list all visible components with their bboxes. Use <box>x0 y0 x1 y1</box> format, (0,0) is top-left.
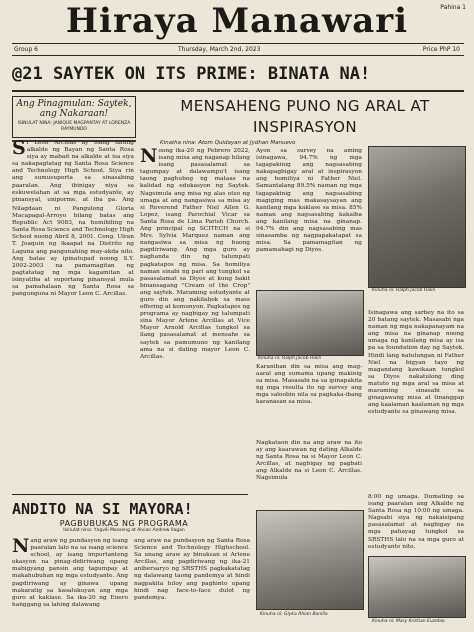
article-column <box>12 140 134 202</box>
divider <box>12 90 464 92</box>
section-headline: ANDITO NA SI MAYORA! <box>12 500 193 518</box>
article-text: Nilagdaan ni Pangulong Gloria Macapagal-Arroyo bilang batas ang Republic Act 9083, na humihiling na Santa Rosa Science and Technology High School noong Abril 8, 2001. Cong. Ulran T. Joaquin ng ikaapat na Distrito ng Laguna ang pangunahing may-akda nito. Ang batas ay ipinatupad noong S.Y. 2002-2003 na pamamagitan ng pagtatatag ng mga kagamitan at isinyatiba at suportang pinansyal mula sa pamahalaan ng Santa Rosa sa pangunguna ni Mayor Leon C. Arcillas. <box>12 206 134 298</box>
article-column <box>368 310 464 472</box>
article-column <box>140 148 250 488</box>
mayor-event-photo <box>368 556 466 618</box>
article-column <box>368 494 464 556</box>
photo-caption: Kinuha ni: Mary Kristian Euzebio <box>372 619 445 624</box>
feature-byline: Kinatha nina: Atom Quidayan at Jydhan Manuevo <box>160 140 296 146</box>
section-subtitle: PAGBUBUKAS NG PROGRAMA <box>59 519 189 528</box>
article-text: ang araw na pundasyon ng Santa Rosa Science and Technology Highschool. Sa unang araw ay binuksan si Arlene Arcillas, ang pagdiriwang ng ika-21 anibersaryo ng SRSTHS pagkakatatag ng dalawang taong pandemya at hindi nagpakita tuloy ang paghinto upang hindi nag face-to-face dulot ng pandemya. <box>134 538 250 601</box>
article-text: Karanihan din sa misa ang mag-aaral ang sumama upang makinig sa misa. Masasabi na sa ipinapakita ng mga resulta ito ng survey ang mga saloobin nila sa pagkaka-ibang karanasan sa misa. <box>256 364 362 406</box>
article-column <box>256 148 362 288</box>
students-photo <box>368 146 466 288</box>
mayor-photo <box>256 510 364 610</box>
article-text: Ayon sa survey na aming isinagawa, 94.7% ng mga tagapakinig ang nagsasabing nakapagbigay aral at inspirasyon ang homiliya ni Father Niel. Samantalang 89.5% naman ng mga tagapakinig ang nagsasabing magiging mas makasaysayan ang kanilang mga kaklase sa misa. 85% naman ang nagsasabing kakaiba ang kanilang misa na ginanap. 94.7% din ang nagsasabing mas sinasamba ng nagpapakatapat sa misa. Sa pamamagitan ng pamamahagi ng Diyos. <box>256 148 362 254</box>
article-text: ang araw ng pundasyon ng isang paaralan lalo na sa isang science school, ay isang importanteng okasyon na pinag-didiriwang upang mabigyang pansin ang tagumpay at makahubuhan ng mga estudyante. Ang pagdiriwang ay ginawa upang makaratig sa kasalukuyan ang mga guro at kaklase. Sa ika-20 ng Enero hanggang sa lahing dalawang <box>12 538 128 608</box>
article-column <box>256 364 362 434</box>
group-label: Group 6 <box>14 46 38 53</box>
section-credit: Isinulat nina: Yngvili Mosseng at Alvian Andrew Ilagan <box>63 528 185 533</box>
article-column <box>12 538 128 628</box>
divider <box>12 494 248 495</box>
price-label: Price PhP 10 <box>422 46 460 53</box>
church-photo <box>256 290 364 356</box>
sidebar-title-box <box>12 96 136 138</box>
article-text: 8:00 ng umaga. Dumating sa isang paaralan ang Alkalde ng Santa Rosa ng 10:00 ng umaga. Nagsabi siya ng nakaisipang pasasalamat at nagbigay na mga pahayag tungkol sa SRSTHS lalo na sa mga guro at estudyante nito. <box>368 494 464 550</box>
article-text: Nagkataon din na ang araw na ito ay ang kaarawan ng dating Alkalde ng Santa Rosa na si Mayor Leon C. Arcillas, at nagbigay ng pagbati ang Alkalde na si Leon C. Arcillas. Nagsimula <box>256 440 362 482</box>
photo-caption: Kinuha ni: Ralph Jacob Halili <box>372 288 436 293</box>
divider <box>12 55 464 56</box>
article-text: Isinagawa ang sarbey na ito sa 20 batang saytek. Masasabi nga naman ng mga nakapanayam na ang misa na ginanap noong umaga ng kanilang misa ay isa pa sa foundation day ng Saytek. Hindi lang natulungan ni Father Niel na bigyan tayo ng magandang kawikaan tungkol sa Diyos nakatulong ding matuto ng mga aral sa misa at maraming sinasabi sa ginagawang misa at tinanggap ang kaalaman kaalaman ng mga estudyante sa ginawang misa. <box>368 310 464 416</box>
article-text: i Leon Arcillas ay isang dating alkalde ng Bayan ng Santa Rosa siya ay mabait na alkalde at isa siya sa nakapagtatag ng Santa Rosa Science and Technology High School. Siya rin ang sumusuporta sa sinasabing paaralan. Ang ibinigay niya sa eskuwelahan at sa mga estudyante, ay pinansyal, uniporme, at iba pa. Ang <box>12 140 134 202</box>
divider <box>12 43 464 44</box>
main-headline: @21 SAYTEK ON ITS PRIME: BINATA NA! <box>12 64 371 84</box>
masthead-title: Hiraya Manawari <box>65 1 409 41</box>
article-column <box>256 440 362 500</box>
article-text: oong ika-20 ng Pebrero 2022, isang misa ang naganap bilang isang pasasalamat sa tagumpay at dalawampu't isang taong paghubog ng mataas na kalidad ng edukasyon ng Saytek. Nagsimula ang misa ng alas otso ng umaga at ang nangasiwa sa misa ay si Reverend Father Niel Allen G. Lopez, isang Parochial Vicar sa Santa Rosa de Lima Parish Church. Ang principal ng SCITECH na si Mrs. Sylvia Marquez naman ang nangasiwa sa misa ng buong pagdiriwang. Ang mga guro ay naghanda din ng talumpati pagkatapos ng misa. Sa homiliya naman sinabi ng pari ang tungkol sa pasasalamat sa Diyos at kung bakit binansagang "Cream of the Crop" ang saytek. Maraming estudyante at guro din ang nakilahok sa mass offering at komunyon. Pagkatapos ng programa ay nagbigay ng talumpati sina Mayor Arlene Arcillas at Vice Mayor Arnold Arcillas tungkol sa ilang pasasalamat at mensahe sa saytek sa pamumuno ng kanilang ama na si dating mayor Leon C. Arcillas. <box>140 148 250 360</box>
drop-cap: N <box>12 538 30 557</box>
article-column <box>12 206 134 334</box>
drop-cap: N <box>140 148 158 167</box>
article-column <box>134 538 250 628</box>
sidebar-title: Ang Pinagmulan: Saytek, ang Nakaraan! <box>16 99 132 119</box>
issue-date: Thursday, March 2nd, 2023 <box>178 46 261 53</box>
sidebar-credit: ISINULAT NINA: JANIQUE MAGPANTAY AT LORENZA RAYMUNDO <box>17 121 131 132</box>
photo-caption: Kinuha ni: Ralph Jacob Halili <box>258 356 322 361</box>
photo-caption: Kinuha ni: Glyka Rhian Bonilla <box>260 612 328 617</box>
page-label: Pahina 1 <box>440 4 466 11</box>
feature-title: MENSAHENG PUNO NG ARAL AT INSPIRASYON <box>180 97 430 136</box>
drop-cap: S <box>12 140 26 159</box>
